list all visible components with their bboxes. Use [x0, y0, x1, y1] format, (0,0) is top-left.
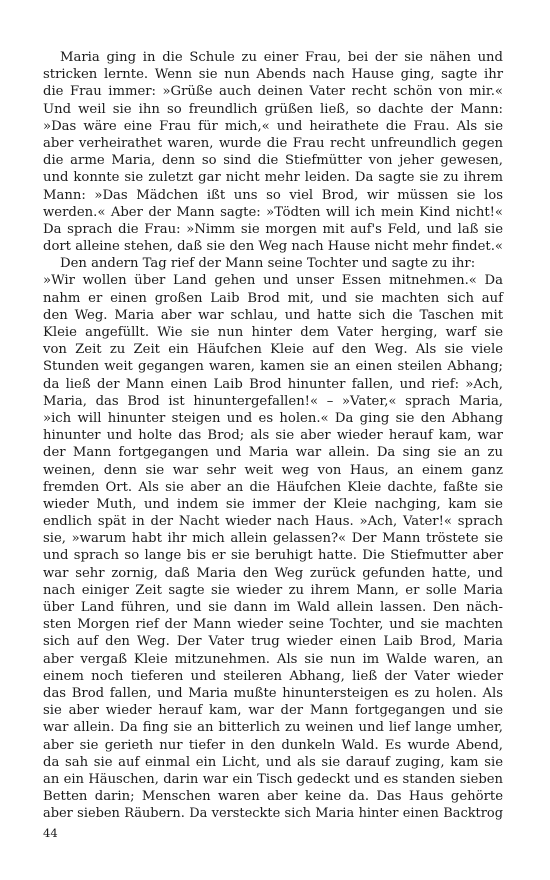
- text-line: weinen, denn sie war sehr weit weg von Haus, an einem ganz: [43, 462, 503, 478]
- text-line: die Frau immer: »Grüße auch deinen Vater recht schön von mir.«: [43, 84, 503, 100]
- text-line: nahm er einen großen Laib Brod mit, und sie machten sich auf: [43, 290, 503, 306]
- text-line: werden.« Aber der Mann sagte: »Tödten will ich mein Kind nicht!«: [43, 204, 503, 220]
- text-line: war allein. Da fing sie an bitterlich zu weinen und lief lange umher,: [43, 720, 503, 736]
- text-line: wieder Muth, und indem sie immer der Kleie nachging, kam sie: [43, 496, 503, 512]
- text-line: sten Morgen rief der Mann wieder seine Tochter, und sie machten: [43, 617, 503, 633]
- text-line: stricken lernte. Wenn sie nun Abends nach Hause ging, sagte ihr: [43, 67, 503, 83]
- text-line: Mann: »Das Mädchen ißt uns so viel Brod, wir müssen sie los: [43, 187, 503, 203]
- text-line: Maria ging in die Schule zu einer Frau, bei der sie nähen und: [60, 50, 503, 65]
- text-line: aber sieben Räubern. Da versteckte sich Maria hinter einen Backtrog: [43, 806, 503, 822]
- text-line: aber vergaß Kleie mitzunehmen. Als sie nun im Walde waren, an: [43, 651, 503, 667]
- text-line: nach einiger Zeit sagte sie wieder zu ihrem Mann, er solle Maria: [43, 582, 503, 598]
- text-line: sich auf den Weg. Der Vater trug wieder einen Laib Brod, Maria: [43, 634, 503, 650]
- text-line: »Wir wollen über Land gehen und unser Essen mitnehmen.« Da: [43, 273, 503, 289]
- text-line: an ein Häuschen, darin war ein Tisch gedeckt und es standen sieben: [43, 771, 503, 787]
- text-line: einem noch tieferen und steileren Abhang, ließ der Vater wieder: [43, 668, 503, 684]
- text-line: Betten darin; Menschen waren aber keine da. Das Haus gehörte: [43, 789, 503, 805]
- text-line: und konnte sie zuletzt gar nicht mehr leiden. Da sagte sie zu ihrem: [43, 170, 503, 186]
- text-line: da ließ der Mann einen Laib Brod hinunter fallen, und rief: »Ach,: [43, 376, 503, 392]
- text-line: Kleie angefüllt. Wie sie nun hinter dem Vater herging, warf sie: [43, 325, 503, 340]
- text-line: das Brod fallen, und Maria mußte hinuntersteigen es zu holen. Als: [43, 685, 503, 701]
- text-line: dort alleine stehen, daß sie den Weg nach Hause nicht mehr findet.«: [43, 239, 503, 255]
- text-line: und sprach so lange bis er sie beruhigt hatte. Die Stiefmutter aber: [43, 548, 503, 564]
- text-line: hinunter und holte das Brod; als sie aber wieder herauf kam, war: [43, 428, 503, 444]
- text-line: über Land führen, und sie dann im Wald allein lassen. Den näch-: [43, 600, 503, 615]
- text-line: »ich will hinunter steigen und es holen.« Da ging sie den Abhang: [43, 410, 503, 426]
- text-line: Den andern Tag rief der Mann seine Tochter und sagte zu ihr:: [60, 256, 476, 272]
- text-line: »Das wäre eine Frau für mich,« und heirathete die Frau. Als sie: [43, 118, 503, 134]
- text-line: war sehr zornig, daß Maria den Weg zurück gefunden hatte, und: [43, 565, 503, 581]
- text-line: den Weg. Maria aber war schlau, und hatte sich die Taschen mit: [43, 307, 503, 323]
- body-text: [43, 49, 503, 822]
- text-line: der Mann fortgegangen und Maria war allein. Da sing sie an zu: [43, 445, 503, 461]
- text-line: Stunden weit gegangen waren, kamen sie an einen steilen Abhang;: [43, 359, 503, 375]
- text-line: aber sie gerieth nur tiefer in den dunkeln Wald. Es wurde Abend,: [43, 737, 503, 753]
- text-line: fremden Ort. Als sie aber an die Häufchen Kleie dachte, faßte sie: [43, 479, 503, 495]
- page-number: 44: [43, 826, 58, 840]
- text-line: da sah sie auf einmal ein Licht, und als sie darauf zuging, kam sie: [43, 754, 503, 770]
- text-line: Da sprach die Frau: »Nimm sie morgen mit auf's Feld, und laß sie: [43, 221, 503, 237]
- text-line: aber verheirathet waren, wurde die Frau recht unfreundlich gegen: [43, 135, 503, 151]
- text-line: sie aber wieder herauf kam, war der Mann fortgegangen und sie: [43, 703, 503, 719]
- text-line: endlich spät in der Nacht wieder nach Haus. »Ach, Vater!« sprach: [43, 514, 503, 530]
- text-line: von Zeit zu Zeit ein Häufchen Kleie auf den Weg. Als sie viele: [43, 342, 503, 358]
- text-line: Und weil sie ihn so freundlich grüßen ließ, so dachte der Mann:: [43, 101, 503, 117]
- text-line: sie, »warum habt ihr mich allein gelassen?« Der Mann tröstete sie: [43, 531, 503, 547]
- text-line: Maria, das Brod ist hinuntergefallen!« – »Vater,« sprach Maria,: [43, 393, 503, 409]
- text-line: die arme Maria, denn so sind die Stiefmütter von jeher gewesen,: [43, 153, 503, 169]
